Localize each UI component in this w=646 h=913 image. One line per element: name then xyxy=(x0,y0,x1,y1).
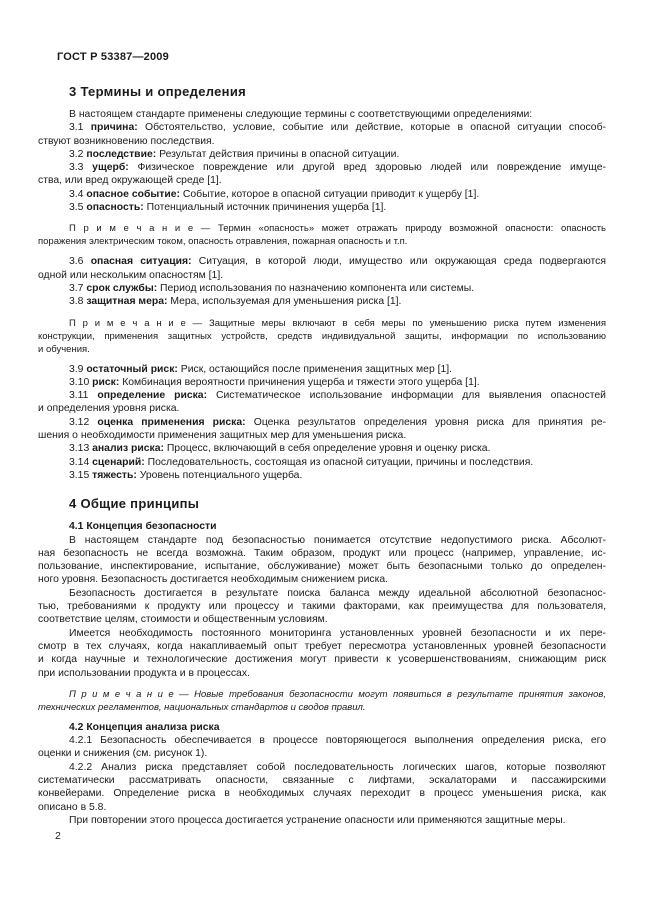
term-bold: риск: xyxy=(92,376,120,388)
text-run: Мера, используемая для уменьшения риска [1]. xyxy=(167,296,402,308)
text-run: 3.8 xyxy=(69,296,87,308)
text-run: ствуют возникновению последствия. xyxy=(38,135,215,147)
text-run: ства, или вред окружающей среде [1]. xyxy=(38,175,222,187)
text-run: шения о необходимости применения защитных мер для уменьшения риска. xyxy=(38,430,407,442)
text-line xyxy=(38,282,606,295)
text-run: Безопасность достигается в результате поиска баланса между идеальной абсолютной безопаснос- xyxy=(69,587,606,599)
text-run: 3.9 xyxy=(69,363,87,375)
term-bold: срок службы: xyxy=(86,282,158,294)
text-run: 3.4 xyxy=(69,188,87,200)
paragraph xyxy=(38,734,606,761)
text-run: При повторении этого процесса достигается устранение опасности или применяются защитные меры. xyxy=(69,814,566,826)
text-line xyxy=(38,442,606,455)
paragraph xyxy=(38,161,606,188)
note-block xyxy=(38,688,606,714)
text-line xyxy=(38,814,606,827)
term-bold: ущерб: xyxy=(92,162,129,174)
term-bold: опасная ситуация: xyxy=(90,256,192,268)
note-block xyxy=(38,317,606,356)
text-line xyxy=(38,269,606,282)
page-number: 2 xyxy=(55,830,61,842)
text-run: 3.15 xyxy=(69,469,93,481)
text-run: 4.2.1 Безопасность обеспечивается в процессе повторяющегося выполнения определения риска, его xyxy=(69,735,606,747)
note-block xyxy=(38,222,606,248)
paragraph xyxy=(38,255,606,282)
paragraph xyxy=(38,627,606,680)
term-bold: остаточный риск: xyxy=(86,363,178,375)
text-run: Ситуация, в которой люди, имущество или окружающая среда подвергаются xyxy=(191,256,606,268)
text-run: ная безопасность не всегда возможна. Таким образом, продукт или процесс (например, управление, ис- xyxy=(38,547,606,559)
text-line xyxy=(38,688,606,701)
paragraph xyxy=(38,534,606,587)
text-run: 4.2.2 Анализ риска представляет собой последовательность логических шагов, которые позволяют xyxy=(69,761,606,773)
text-line xyxy=(38,573,606,586)
section-heading: 4 Общие принципы xyxy=(69,496,200,512)
text-run: и когда научные и технологические достижения могут привести к усовершенствованиям, снижающим риск xyxy=(38,654,606,666)
paragraph xyxy=(38,814,606,827)
section-heading: 3 Термины и определения xyxy=(69,84,247,99)
text-run: 3.7 xyxy=(69,282,87,294)
text-line xyxy=(38,653,606,666)
text-run: П р и м е ч а н и е — Новые требования безопасности могут появиться в результате принятия законов, xyxy=(69,688,606,700)
text-line xyxy=(38,734,606,747)
term-bold: определение риска: xyxy=(97,390,208,402)
text-run: смотр в тех случаях, когда накапливаемый опыт требует пересмотра установленных уровней безопасности xyxy=(38,640,606,652)
text-run: пользование, инспектирование, испытание, обслуживание) может быть безопасными только до определен- xyxy=(38,561,606,573)
paragraph xyxy=(38,469,606,482)
text-line xyxy=(38,174,606,187)
term-bold: причина: xyxy=(90,122,138,134)
term-bold: оценка применения риска: xyxy=(97,416,246,428)
paragraph xyxy=(38,188,606,201)
text-run: Физическое повреждение или другой вред здоровью людей или повреждение имуще- xyxy=(128,162,606,174)
text-line xyxy=(38,108,606,121)
paragraph xyxy=(38,282,606,295)
text-line xyxy=(38,429,606,442)
text-line xyxy=(38,469,606,482)
text-line xyxy=(38,761,606,774)
text-line xyxy=(38,701,606,714)
text-line xyxy=(38,613,606,626)
text-run: и определения уровня риска. xyxy=(38,403,180,415)
text-line xyxy=(38,295,606,308)
text-run: Событие, которое в опасной ситуации приводит к ущербу [1]. xyxy=(179,188,480,200)
text-line xyxy=(38,161,606,174)
text-line xyxy=(38,547,606,560)
text-line xyxy=(38,201,606,214)
sub-heading: 4.1 Концепция безопасности xyxy=(69,521,217,533)
paragraph xyxy=(38,363,606,376)
text-line xyxy=(38,222,606,235)
text-run: 3.12 xyxy=(69,416,98,428)
text-run: при использовании продукта и в процессах. xyxy=(38,667,250,679)
text-run: Уровень потенциального ущерба. xyxy=(136,469,303,481)
text-run: тью, требованиями к продукту или процессу и такими факторами, как преимущества для пользователя, xyxy=(38,601,606,613)
text-run: оценки и снижения (см. рисунок 1). xyxy=(38,748,208,760)
paragraph xyxy=(38,148,606,161)
text-line xyxy=(38,801,606,814)
text-run: 3.14 xyxy=(69,456,93,468)
text-line xyxy=(38,363,606,376)
text-run: ного уровня. Безопасность достигается необходимым снижением риска. xyxy=(38,574,389,586)
text-line xyxy=(38,330,606,343)
text-run: В настоящем стандарте применены следующие термины с соответствующими определениями: xyxy=(69,109,533,120)
document-header: ГОСТ Р 53387—2009 xyxy=(57,51,169,63)
text-line xyxy=(38,560,606,573)
text-line xyxy=(38,148,606,161)
paragraph xyxy=(38,376,606,389)
paragraph xyxy=(38,416,606,443)
text-run: Результат действия причины в опасной ситуации. xyxy=(156,148,400,160)
text-line xyxy=(38,774,606,787)
text-run: П р и м е ч а н и е — Защитные меры включают в себя меры по уменьшению риска путем изменения xyxy=(69,317,606,329)
paragraph xyxy=(38,201,606,214)
text-run: Процесс, включающий в себя определение уровня и оценку риска. xyxy=(163,443,491,455)
term-bold: опасность: xyxy=(86,202,144,214)
text-run: конструкции, применения защитных устройств, средств индивидуальной защиты, информации по использованию xyxy=(38,330,606,342)
sub-heading: 4.2 Концепция анализа риска xyxy=(69,721,220,733)
text-line xyxy=(38,135,606,148)
text-run: Комбинация вероятности причинения ущерба и тяжести этого ущерба [1]. xyxy=(119,376,480,388)
text-run: одной или нескольким опасностям [1]. xyxy=(38,269,224,281)
paragraph xyxy=(38,389,606,416)
text-line xyxy=(38,255,606,268)
text-line xyxy=(38,587,606,600)
text-run: Период использования по назначению компонента или системы. xyxy=(157,282,475,294)
text-run: Обстоятельство, условие, событие или действие, которые в опасной ситуации способ- xyxy=(137,122,606,134)
text-line xyxy=(38,376,606,389)
text-run: технических регламентов, национальных стандартов и сводов правил. xyxy=(38,701,366,713)
text-line xyxy=(38,534,606,547)
text-run: 3.5 xyxy=(69,202,87,214)
paragraph xyxy=(38,761,606,814)
text-run: поражения электрическим током, опасность отравления, пожарная опасность и т.п. xyxy=(38,236,408,248)
text-run: Риск, остающийся после применения защитных мер [1]. xyxy=(177,363,453,375)
text-run: Последовательность, состоящая из опасной ситуации, причины и последствия. xyxy=(144,456,534,468)
text-line xyxy=(38,456,606,469)
text-line xyxy=(38,640,606,653)
text-line xyxy=(38,402,606,415)
text-run: Потенциальный источник причинения ущерба [1]. xyxy=(143,202,387,214)
term-bold: защитная мера: xyxy=(86,296,168,308)
text-run: 3.2 xyxy=(69,148,87,160)
paragraph xyxy=(38,442,606,455)
text-run: Оценка результатов определения уровня риска для принятия ре- xyxy=(245,416,606,428)
text-run: В настоящем стандарте под безопасностью понимается отсутствие недопустимого риска. Абсолют- xyxy=(69,534,606,546)
term-bold: тяжесть: xyxy=(92,469,137,481)
text-run: 3.3 xyxy=(69,162,93,174)
paragraph xyxy=(38,295,606,308)
text-line xyxy=(38,389,606,402)
text-run: П р и м е ч а н и е — Термин «опасность» может отражать природу возможной опасности: опасность xyxy=(69,223,606,235)
text-line xyxy=(38,235,606,248)
text-line xyxy=(38,787,606,800)
text-line xyxy=(38,627,606,640)
text-run: 3.10 xyxy=(69,376,93,388)
term-bold: анализ риска: xyxy=(92,443,164,455)
text-run: соответствие целям, стоимости и общественным условиям. xyxy=(38,614,328,626)
text-run: 3.11 xyxy=(69,390,98,402)
term-bold: сценарий: xyxy=(92,456,145,468)
text-run: 3.13 xyxy=(69,443,93,455)
text-line xyxy=(38,600,606,613)
text-line xyxy=(38,747,606,760)
text-run: конвейерами. Определение риска в необходимых случаях переходит в процесс уменьшения риска, как xyxy=(38,788,606,800)
text-run: 3.1 xyxy=(69,122,91,134)
text-line xyxy=(38,188,606,201)
text-run: Имеется необходимость постоянного мониторинга установленных уровней безопасности и их пере- xyxy=(69,627,606,639)
paragraph xyxy=(38,121,606,148)
text-run: Систематическое использование информации для выявления опасностей xyxy=(207,390,606,402)
text-line xyxy=(38,121,606,134)
text-line xyxy=(38,317,606,330)
paragraph xyxy=(38,456,606,469)
paragraph xyxy=(38,108,606,121)
text-line xyxy=(38,416,606,429)
paragraph xyxy=(38,587,606,627)
text-run: описано в 5.8. xyxy=(38,801,107,813)
text-run: систематически рассматривать опасности, связанные с лифтами, эскалаторами и пассажирскими xyxy=(38,774,606,786)
text-run: и обучения. xyxy=(38,343,90,355)
text-run: 3.6 xyxy=(69,256,91,268)
text-line xyxy=(38,343,606,356)
document-body xyxy=(38,0,606,827)
term-bold: последствие: xyxy=(86,148,157,160)
text-line xyxy=(38,667,606,680)
term-bold: опасное событие: xyxy=(86,188,180,200)
